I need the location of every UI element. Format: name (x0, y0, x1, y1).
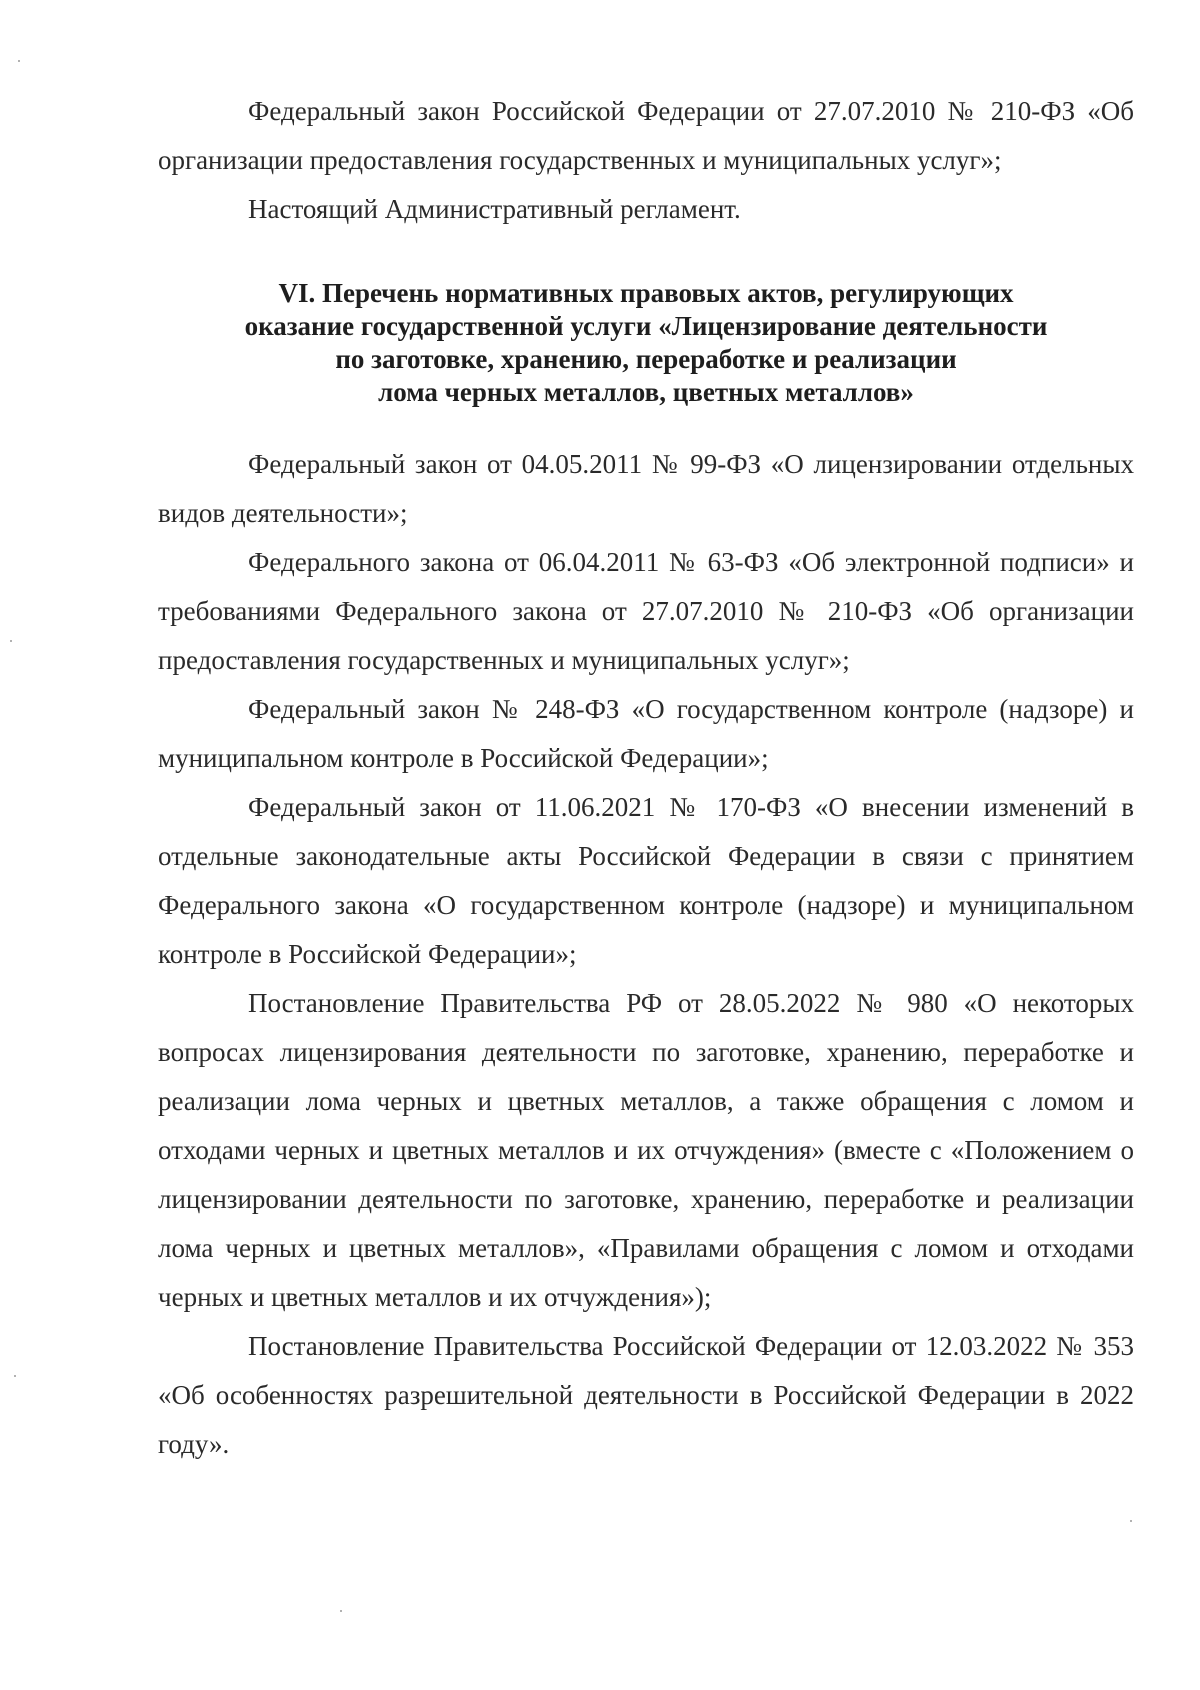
section-heading-line-3: по заготовке, хранению, переработке и реализации (335, 344, 957, 374)
scan-speck (14, 1375, 16, 1377)
intro-block (158, 87, 1134, 234)
scan-speck (1130, 1520, 1132, 1522)
acts-list (158, 440, 1134, 1469)
act-paragraph: Федеральный закон от 11.06.2021 № 170-ФЗ «О внесении изменений в отдельные законодательные акты Российской Федерации в связи с принятием Федерального закона «О государственном контроле (надзоре) и муниципальном контроле в Российской Федерации»; (158, 792, 1134, 969)
intro-law-210: Федеральный закон Российской Федерации от 27.07.2010 № 210-ФЗ «Об организации предоставления государственных и муниципальных услуг»; (158, 96, 1134, 175)
scan-speck (340, 1610, 342, 1612)
section-heading-line-2: оказание государственной услуги «Лицензирование деятельности (244, 311, 1048, 341)
scan-speck (18, 60, 20, 62)
act-paragraph: Федерального закона от 06.04.2011 № 63-ФЗ «Об электронной подписи» и требованиями Федерального закона от 27.07.2010 № 210-ФЗ «Об организации предоставления государственных и муниципальных услуг»; (158, 547, 1134, 675)
section-heading-line-4: лома черных металлов, цветных металлов» (378, 377, 914, 407)
section-heading (158, 277, 1134, 409)
act-paragraph: Федеральный закон от 04.05.2011 № 99-ФЗ «О лицензировании отдельных видов деятельности»; (158, 449, 1134, 528)
intro-regulation: Настоящий Административный регламент. (248, 194, 741, 224)
act-paragraph: Постановление Правительства Российской Федерации от 12.03.2022 № 353 «Об особенностях разрешительной деятельности в Российской Федерации в 2022 году». (158, 1331, 1134, 1459)
scan-speck (10, 640, 12, 642)
act-paragraph: Федеральный закон № 248-ФЗ «О государственном контроле (надзоре) и муниципальном контроле в Российской Федерации»; (158, 694, 1134, 773)
section-heading-line-1: VI. Перечень нормативных правовых актов, регулирующих (278, 278, 1014, 308)
act-paragraph: Постановление Правительства РФ от 28.05.2022 № 980 «О некоторых вопросах лицензирования деятельности по заготовке, хранению, переработке и реализации лома черных и цветных металлов, а также обращения с ломом и отходами черных и цветных металлов и их отчуждения» (вместе с «Положением о лицензировании деятельности по заготовке, хранению, переработке и реализации лома черных и цветных металлов», «Правилами обращения с ломом и отходами черных и цветных металлов и их отчуждения»); (158, 988, 1134, 1312)
